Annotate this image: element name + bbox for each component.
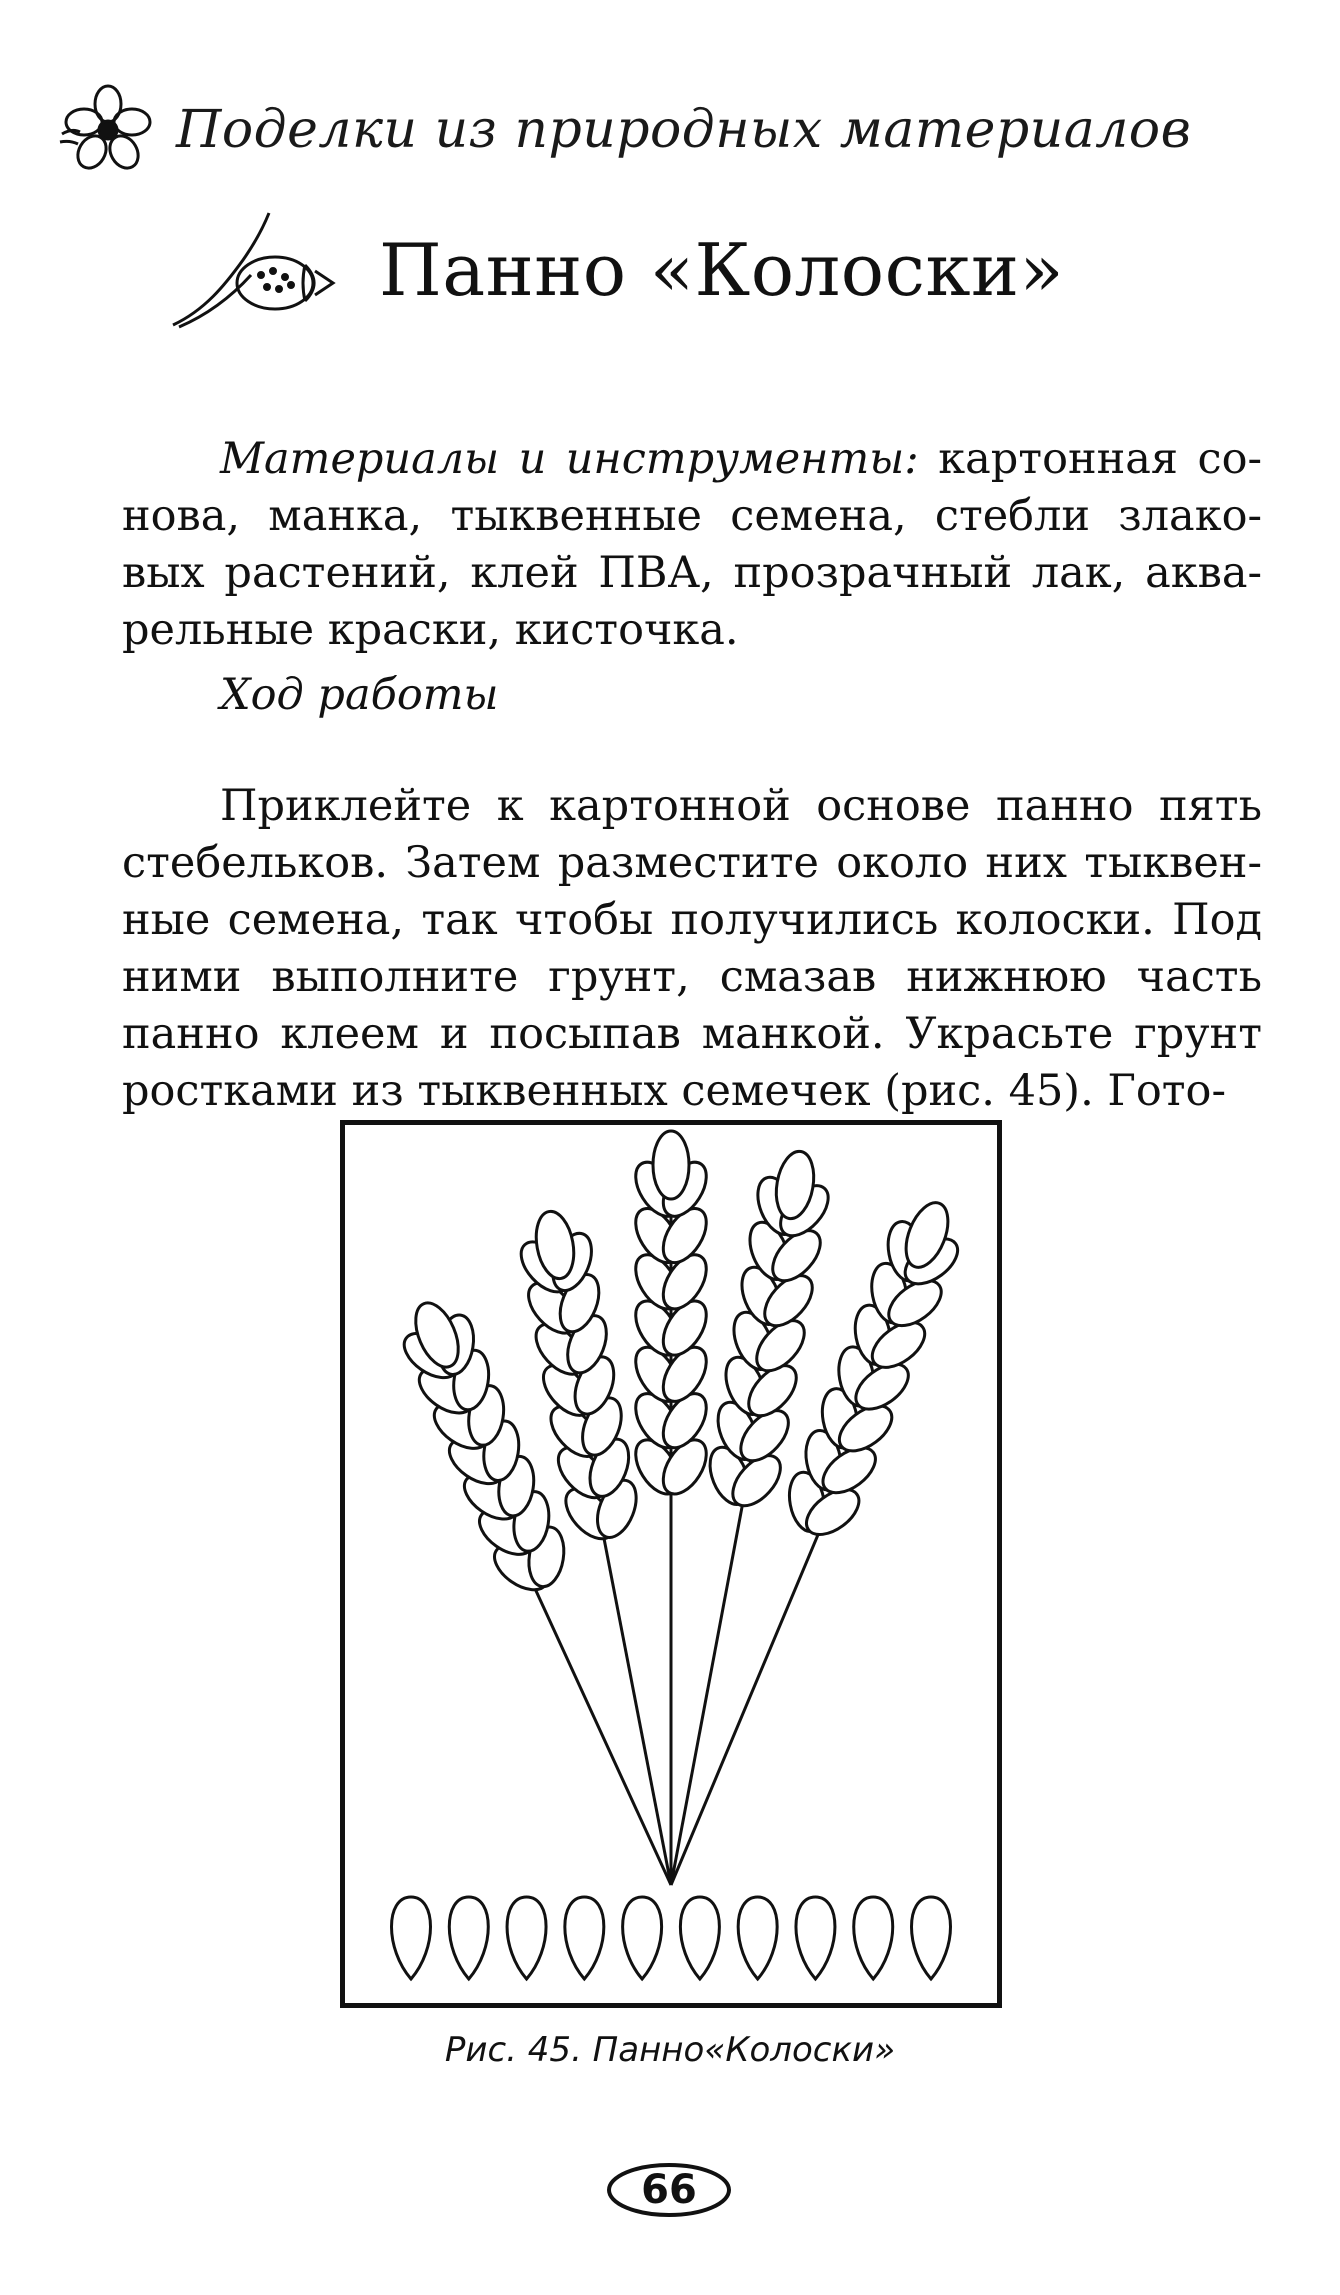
ground-seed [392, 1897, 431, 1979]
work-text: Приклейте к картонной основе панно пять стебельков. Затем разместите около них тыквен-ные семена, так чтобы получились колоски. Под ними выполните грунт, смазав нижнюю часть панно клеем и посыпав манкой. Украсьте грунт ростками из тыквенных семечек (рис. 45). Гото- [122, 781, 1262, 1116]
ground-seed [680, 1897, 719, 1979]
ground-seed [854, 1897, 893, 1979]
flower-icon [48, 70, 168, 190]
work-paragraph [122, 778, 1262, 1120]
ground-seed [623, 1897, 662, 1979]
ground-seed [912, 1897, 951, 1979]
ground-seed [507, 1897, 546, 1979]
article-title: Панно «Колоски» [379, 228, 1064, 312]
running-head-title: Поделки из природных материалов [176, 100, 1192, 160]
page-number-badge [604, 2160, 734, 2220]
ground-seed [738, 1897, 777, 1979]
seed-grain-tip [653, 1131, 689, 1199]
ground-seed [565, 1897, 604, 1979]
ground-seed [449, 1897, 488, 1979]
work-heading: Ход работы [220, 670, 499, 720]
materials-paragraph [122, 431, 1262, 659]
title-row [165, 195, 1064, 345]
figure-spikelets-panel [340, 1120, 1002, 2008]
materials-text: картонная со-нова, манка, тыквенные семена, стебли злако-вых растений, клей ПВА, прозрачный лак, аква-рельные краски, кисточка. [122, 434, 1262, 655]
figure-caption: Рис. 45. Панно«Колоски» [444, 2030, 896, 2070]
materials-label: Материалы и инструменты: [220, 434, 919, 484]
page-number: 66 [641, 2167, 697, 2213]
ground-seed [796, 1897, 835, 1979]
spikelets-illustration [345, 1125, 997, 2003]
acorn-icon [165, 205, 355, 335]
running-head [48, 70, 1191, 190]
